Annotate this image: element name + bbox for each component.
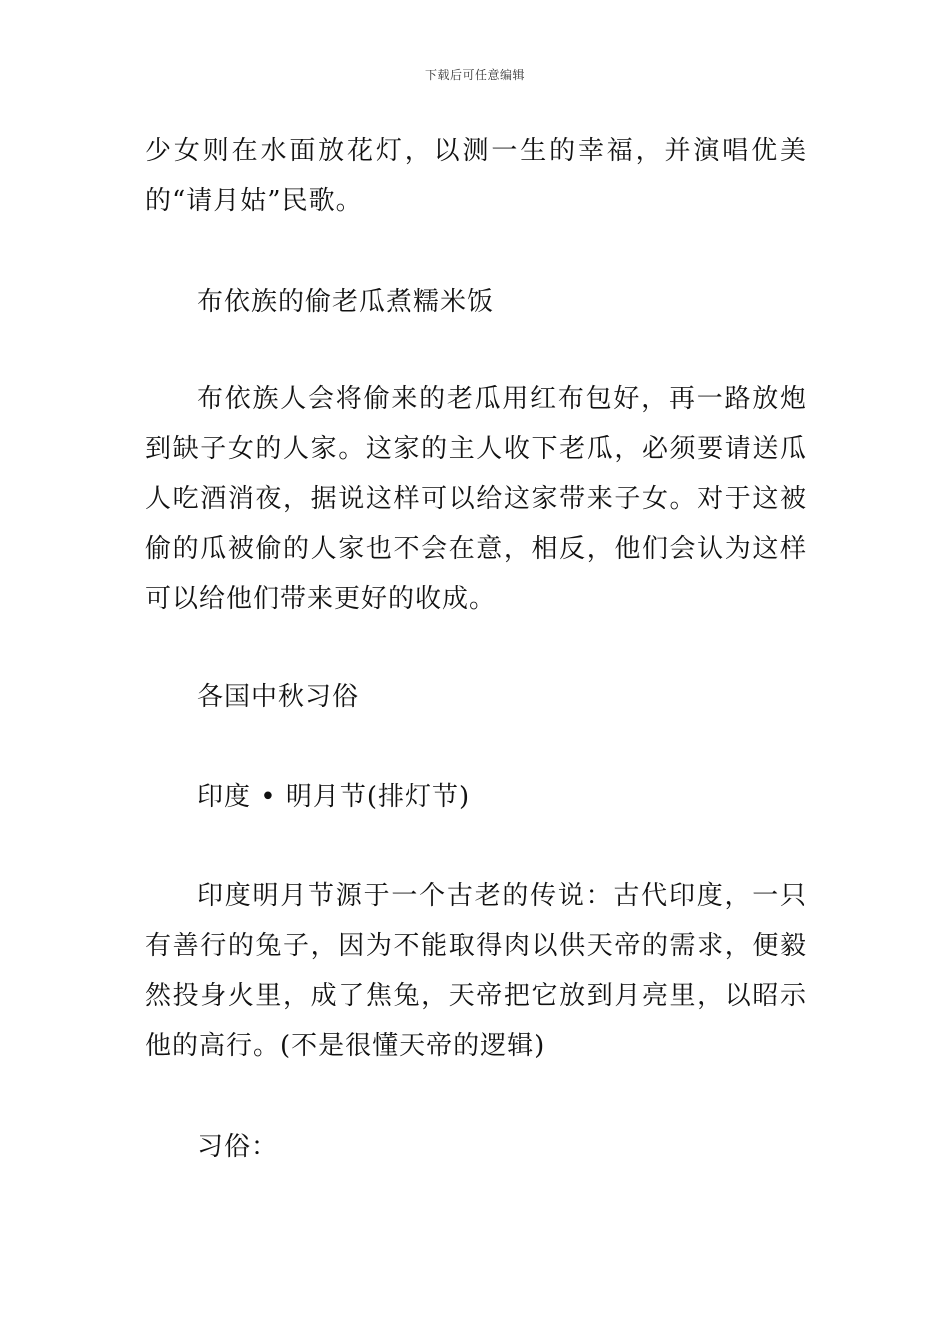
paragraph-flower-lanterns: 少女则在水面放花灯，以测一生的幸福，并演唱优美的“请月姑”民歌。 [145,136,807,216]
paragraph-buyi-custom: 布依族人会将偷来的老瓜用红布包好，再一路放炮到缺子女的人家。这家的主人收下老瓜，必须要请送瓜人吃酒消夜，据说这样可以给这家带来子女。对于这被偷的瓜被偷的人家也不会在意，相反，他们会认为这样可以给他们带来更好的收成。 [145,384,807,614]
heading-countries-customs: 各国中秋习俗 [197,682,360,712]
paragraph-india-legend: 印度明月节源于一个古老的传说：古代印度，一只有善行的兔子，因为不能取得肉以供天帝的需求，便毅然投身火里，成了焦兔，天帝把它放到月亮里，以昭示他的高行。(不是很懂天帝的逻辑) [145,881,807,1061]
heading-india-festival: 印度 • 明月节(排灯节) [197,782,471,812]
heading-customs: 习俗： [197,1132,279,1162]
heading-buyi-custom: 布依族的偷老瓜煮糯米饭 [197,287,495,317]
header-note: 下载后可任意编辑 [424,68,525,82]
